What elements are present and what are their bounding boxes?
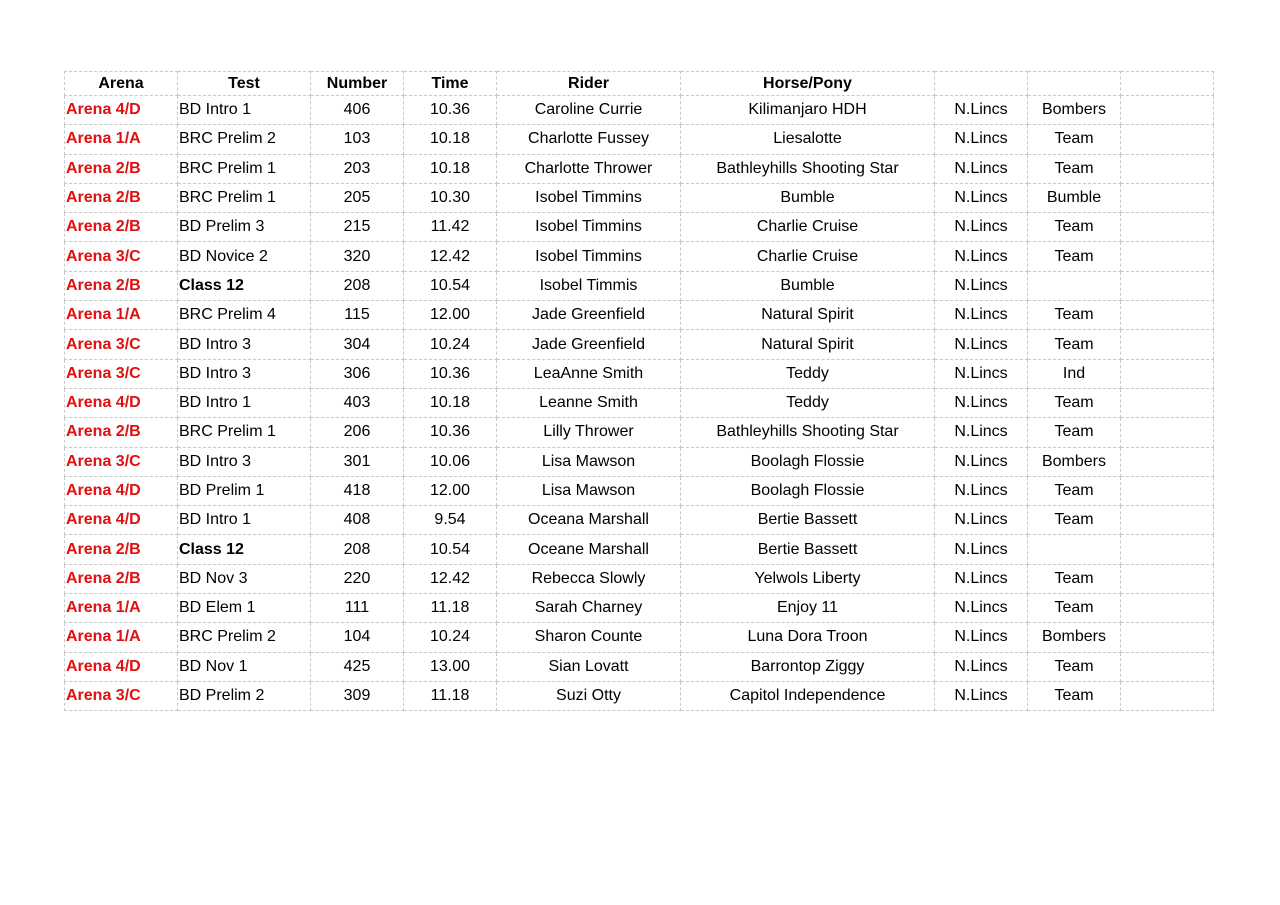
horse-cell: Capitol Independence [681, 681, 935, 710]
table-row [65, 594, 1214, 623]
area-cell: N.Lincs [935, 594, 1028, 623]
rider-cell: LeaAnne Smith [497, 359, 681, 388]
test-cell: Class 12 [178, 271, 311, 300]
team-cell: Ind [1028, 359, 1121, 388]
horse-cell: Teddy [681, 388, 935, 417]
rider-cell: Rebecca Slowly [497, 564, 681, 593]
arena-cell: Arena 4/D [65, 388, 178, 417]
number-cell: 403 [311, 388, 404, 417]
arena-cell: Arena 2/B [65, 183, 178, 212]
rider-cell: Leanne Smith [497, 388, 681, 417]
number-cell: 206 [311, 418, 404, 447]
horse-cell: Liesalotte [681, 125, 935, 154]
arena-cell: Arena 3/C [65, 359, 178, 388]
time-cell: 10.54 [404, 271, 497, 300]
header-horse: Horse/Pony [681, 72, 935, 96]
table-row [65, 242, 1214, 271]
table-row [65, 125, 1214, 154]
area-cell: N.Lincs [935, 388, 1028, 417]
extra-cell [1121, 183, 1214, 212]
area-cell: N.Lincs [935, 154, 1028, 183]
time-cell: 10.36 [404, 359, 497, 388]
area-cell: N.Lincs [935, 213, 1028, 242]
rider-cell: Sarah Charney [497, 594, 681, 623]
rider-cell: Sian Lovatt [497, 652, 681, 681]
rider-cell: Isobel Timmins [497, 213, 681, 242]
team-cell: Team [1028, 154, 1121, 183]
rider-cell: Oceane Marshall [497, 535, 681, 564]
horse-cell: Boolagh Flossie [681, 476, 935, 505]
time-cell: 12.42 [404, 242, 497, 271]
area-cell: N.Lincs [935, 96, 1028, 125]
area-cell: N.Lincs [935, 535, 1028, 564]
arena-cell: Arena 4/D [65, 476, 178, 505]
test-cell: BRC Prelim 1 [178, 183, 311, 212]
area-cell: N.Lincs [935, 125, 1028, 154]
area-cell: N.Lincs [935, 506, 1028, 535]
team-cell: Team [1028, 213, 1121, 242]
horse-cell: Bathleyhills Shooting Star [681, 418, 935, 447]
extra-cell [1121, 594, 1214, 623]
horse-cell: Luna Dora Troon [681, 623, 935, 652]
test-cell: Class 12 [178, 535, 311, 564]
test-cell: BD Intro 3 [178, 330, 311, 359]
header-test: Test [178, 72, 311, 96]
team-cell [1028, 535, 1121, 564]
table-row [65, 476, 1214, 505]
arena-cell: Arena 2/B [65, 213, 178, 242]
arena-cell: Arena 4/D [65, 652, 178, 681]
test-cell: BD Prelim 2 [178, 681, 311, 710]
extra-cell [1121, 154, 1214, 183]
team-cell: Team [1028, 301, 1121, 330]
team-cell: Team [1028, 330, 1121, 359]
arena-cell: Arena 2/B [65, 418, 178, 447]
horse-cell: Bumble [681, 183, 935, 212]
horse-cell: Bertie Bassett [681, 506, 935, 535]
number-cell: 115 [311, 301, 404, 330]
arena-cell: Arena 3/C [65, 242, 178, 271]
test-cell: BRC Prelim 2 [178, 623, 311, 652]
rider-cell: Isobel Timmins [497, 242, 681, 271]
arena-cell: Arena 3/C [65, 330, 178, 359]
horse-cell: Kilimanjaro HDH [681, 96, 935, 125]
time-cell: 10.54 [404, 535, 497, 564]
area-cell: N.Lincs [935, 418, 1028, 447]
number-cell: 309 [311, 681, 404, 710]
arena-cell: Arena 1/A [65, 301, 178, 330]
time-cell: 12.00 [404, 476, 497, 505]
rider-cell: Isobel Timmis [497, 271, 681, 300]
time-cell: 9.54 [404, 506, 497, 535]
number-cell: 111 [311, 594, 404, 623]
team-cell: Bombers [1028, 623, 1121, 652]
extra-cell [1121, 96, 1214, 125]
team-cell: Bumble [1028, 183, 1121, 212]
area-cell: N.Lincs [935, 301, 1028, 330]
extra-cell [1121, 623, 1214, 652]
rider-cell: Isobel Timmins [497, 183, 681, 212]
extra-cell [1121, 418, 1214, 447]
time-cell: 13.00 [404, 652, 497, 681]
test-cell: BD Intro 3 [178, 359, 311, 388]
rider-cell: Lisa Mawson [497, 476, 681, 505]
horse-cell: Charlie Cruise [681, 213, 935, 242]
rider-cell: Sharon Counte [497, 623, 681, 652]
test-cell: BD Intro 1 [178, 388, 311, 417]
test-cell: BD Elem 1 [178, 594, 311, 623]
extra-cell [1121, 213, 1214, 242]
time-cell: 10.24 [404, 330, 497, 359]
horse-cell: Bumble [681, 271, 935, 300]
rider-cell: Lilly Thrower [497, 418, 681, 447]
time-cell: 10.24 [404, 623, 497, 652]
number-cell: 301 [311, 447, 404, 476]
rider-cell: Lisa Mawson [497, 447, 681, 476]
number-cell: 203 [311, 154, 404, 183]
time-cell: 11.18 [404, 594, 497, 623]
table-row [65, 652, 1214, 681]
table-row [65, 359, 1214, 388]
table-row [65, 681, 1214, 710]
schedule-sheet [64, 71, 1214, 711]
arena-cell: Arena 2/B [65, 564, 178, 593]
horse-cell: Yelwols Liberty [681, 564, 935, 593]
number-cell: 103 [311, 125, 404, 154]
time-cell: 10.06 [404, 447, 497, 476]
time-cell: 10.18 [404, 388, 497, 417]
team-cell: Team [1028, 652, 1121, 681]
team-cell [1028, 271, 1121, 300]
team-cell: Team [1028, 594, 1121, 623]
area-cell: N.Lincs [935, 681, 1028, 710]
table-row [65, 154, 1214, 183]
area-cell: N.Lincs [935, 652, 1028, 681]
extra-cell [1121, 388, 1214, 417]
table-row [65, 301, 1214, 330]
table-row [65, 447, 1214, 476]
team-cell: Team [1028, 506, 1121, 535]
area-cell: N.Lincs [935, 183, 1028, 212]
number-cell: 306 [311, 359, 404, 388]
area-cell: N.Lincs [935, 359, 1028, 388]
horse-cell: Natural Spirit [681, 330, 935, 359]
team-cell: Team [1028, 564, 1121, 593]
extra-cell [1121, 301, 1214, 330]
arena-cell: Arena 4/D [65, 506, 178, 535]
arena-cell: Arena 2/B [65, 154, 178, 183]
area-cell: N.Lincs [935, 447, 1028, 476]
area-cell: N.Lincs [935, 271, 1028, 300]
schedule-table [64, 71, 1214, 711]
number-cell: 220 [311, 564, 404, 593]
area-cell: N.Lincs [935, 623, 1028, 652]
time-cell: 12.00 [404, 301, 497, 330]
horse-cell: Teddy [681, 359, 935, 388]
extra-cell [1121, 125, 1214, 154]
time-cell: 11.42 [404, 213, 497, 242]
table-row [65, 96, 1214, 125]
table-row [65, 623, 1214, 652]
header-row [65, 72, 1214, 96]
test-cell: BD Intro 1 [178, 506, 311, 535]
test-cell: BD Nov 1 [178, 652, 311, 681]
test-cell: BD Prelim 3 [178, 213, 311, 242]
extra-cell [1121, 652, 1214, 681]
header-arena: Arena [65, 72, 178, 96]
extra-cell [1121, 681, 1214, 710]
arena-cell: Arena 2/B [65, 535, 178, 564]
horse-cell: Bathleyhills Shooting Star [681, 154, 935, 183]
rider-cell: Caroline Currie [497, 96, 681, 125]
horse-cell: Bertie Bassett [681, 535, 935, 564]
extra-cell [1121, 476, 1214, 505]
test-cell: BRC Prelim 1 [178, 154, 311, 183]
test-cell: BRC Prelim 1 [178, 418, 311, 447]
number-cell: 104 [311, 623, 404, 652]
test-cell: BD Intro 1 [178, 96, 311, 125]
extra-cell [1121, 359, 1214, 388]
rider-cell: Jade Greenfield [497, 330, 681, 359]
arena-cell: Arena 1/A [65, 594, 178, 623]
number-cell: 215 [311, 213, 404, 242]
area-cell: N.Lincs [935, 242, 1028, 271]
schedule-rows [65, 96, 1214, 711]
header-time: Time [404, 72, 497, 96]
arena-cell: Arena 1/A [65, 623, 178, 652]
number-cell: 418 [311, 476, 404, 505]
arena-cell: Arena 3/C [65, 681, 178, 710]
test-cell: BD Nov 3 [178, 564, 311, 593]
number-cell: 205 [311, 183, 404, 212]
area-cell: N.Lincs [935, 564, 1028, 593]
extra-cell [1121, 271, 1214, 300]
area-cell: N.Lincs [935, 476, 1028, 505]
horse-cell: Enjoy 11 [681, 594, 935, 623]
rider-cell: Jade Greenfield [497, 301, 681, 330]
time-cell: 10.18 [404, 154, 497, 183]
table-row [65, 506, 1214, 535]
table-row [65, 535, 1214, 564]
team-cell: Team [1028, 125, 1121, 154]
time-cell: 10.36 [404, 96, 497, 125]
time-cell: 12.42 [404, 564, 497, 593]
number-cell: 425 [311, 652, 404, 681]
team-cell: Team [1028, 418, 1121, 447]
header-team [1028, 72, 1121, 96]
rider-cell: Oceana Marshall [497, 506, 681, 535]
team-cell: Team [1028, 681, 1121, 710]
horse-cell: Boolagh Flossie [681, 447, 935, 476]
extra-cell [1121, 447, 1214, 476]
table-row [65, 418, 1214, 447]
extra-cell [1121, 564, 1214, 593]
test-cell: BD Novice 2 [178, 242, 311, 271]
time-cell: 10.36 [404, 418, 497, 447]
team-cell: Bombers [1028, 447, 1121, 476]
time-cell: 10.18 [404, 125, 497, 154]
header-rider: Rider [497, 72, 681, 96]
extra-cell [1121, 330, 1214, 359]
extra-cell [1121, 535, 1214, 564]
time-cell: 11.18 [404, 681, 497, 710]
extra-cell [1121, 506, 1214, 535]
header-area [935, 72, 1028, 96]
horse-cell: Barrontop Ziggy [681, 652, 935, 681]
test-cell: BRC Prelim 4 [178, 301, 311, 330]
arena-cell: Arena 1/A [65, 125, 178, 154]
horse-cell: Natural Spirit [681, 301, 935, 330]
horse-cell: Charlie Cruise [681, 242, 935, 271]
table-row [65, 271, 1214, 300]
header-extra [1121, 72, 1214, 96]
table-row [65, 213, 1214, 242]
extra-cell [1121, 242, 1214, 271]
rider-cell: Suzi Otty [497, 681, 681, 710]
test-cell: BRC Prelim 2 [178, 125, 311, 154]
arena-cell: Arena 2/B [65, 271, 178, 300]
table-row [65, 183, 1214, 212]
team-cell: Team [1028, 388, 1121, 417]
table-row [65, 564, 1214, 593]
number-cell: 208 [311, 535, 404, 564]
table-row [65, 330, 1214, 359]
arena-cell: Arena 3/C [65, 447, 178, 476]
number-cell: 408 [311, 506, 404, 535]
test-cell: BD Prelim 1 [178, 476, 311, 505]
number-cell: 320 [311, 242, 404, 271]
number-cell: 406 [311, 96, 404, 125]
arena-cell: Arena 4/D [65, 96, 178, 125]
header-number: Number [311, 72, 404, 96]
table-row [65, 388, 1214, 417]
number-cell: 304 [311, 330, 404, 359]
number-cell: 208 [311, 271, 404, 300]
rider-cell: Charlotte Thrower [497, 154, 681, 183]
team-cell: Team [1028, 476, 1121, 505]
test-cell: BD Intro 3 [178, 447, 311, 476]
time-cell: 10.30 [404, 183, 497, 212]
team-cell: Bombers [1028, 96, 1121, 125]
area-cell: N.Lincs [935, 330, 1028, 359]
rider-cell: Charlotte Fussey [497, 125, 681, 154]
team-cell: Team [1028, 242, 1121, 271]
